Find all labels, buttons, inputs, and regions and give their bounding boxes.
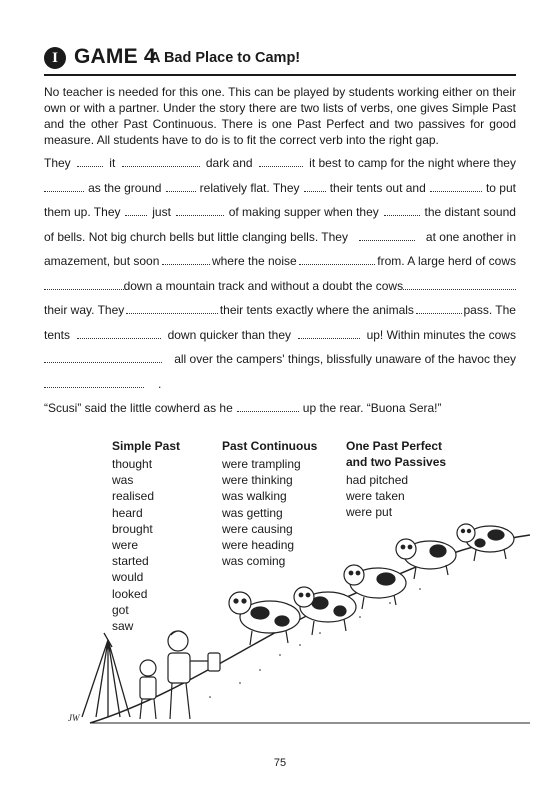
story-segment: They (44, 156, 71, 170)
verb-item: were thinking (222, 473, 293, 488)
story-segment: pass. The (463, 303, 516, 317)
gap-blank[interactable] (44, 182, 84, 192)
story-segment: their tents exactly where the animals (219, 303, 414, 317)
story-segment: it best to camp for the night where they (309, 156, 516, 170)
gap-blank[interactable] (259, 157, 303, 167)
story-segment: . (158, 376, 162, 391)
page-number: 75 (273, 757, 287, 769)
game-header (44, 44, 516, 74)
verb-item: saw (112, 619, 134, 634)
roman-numeral-badge: I (44, 47, 66, 69)
story-segment: as the ground (88, 180, 162, 195)
simple-past-heading: Simple Past (112, 439, 181, 453)
story-line (44, 279, 516, 304)
campers-icon (140, 631, 220, 719)
story-segment: from. A large herd of cows (377, 254, 516, 268)
story-segment: to put (485, 180, 516, 195)
closing-text-before: “Scusi” said the little cowherd as he (44, 401, 233, 415)
past-perfect-heading: One Past Perfect and two Passives (346, 439, 447, 469)
story-line (44, 230, 516, 255)
verb-item: were put (346, 505, 393, 520)
gap-blank[interactable] (298, 329, 360, 339)
verb-item: looked (112, 586, 148, 601)
story-line (44, 181, 516, 206)
gap-blank[interactable] (384, 206, 420, 216)
story-line (44, 352, 516, 377)
verb-item: was walking (222, 489, 287, 504)
verb-item: were taken (346, 489, 405, 504)
cow-herd-icon (229, 524, 514, 645)
closing-text-after: up the rear. “Buona Sera!” (302, 401, 442, 415)
verb-item: heard (112, 505, 143, 520)
gap-blank[interactable] (176, 206, 224, 216)
camping-cows-illustration (60, 505, 530, 735)
gap-blank[interactable] (237, 402, 299, 412)
intro-paragraph: No teacher is needed for this one. This can be played by students working either on their own or with a partner. Under the story there are two lists of verbs, one gives Simple Past and the other Past Continuous. There is one Past Perfect and two passives for good measure. All students have to do is to fit the correct verb into the right gap. (44, 85, 516, 147)
verb-item: started (112, 554, 149, 569)
gap-blank[interactable] (44, 353, 162, 363)
story-segment: dark and (205, 156, 253, 170)
story-segment: relatively flat. They (199, 180, 300, 195)
verb-item: was getting (222, 505, 283, 520)
story-segment: where the noise (211, 254, 297, 268)
story-segment: of bells. Not big church bells but little clanging bells. They (44, 229, 348, 244)
past-continuous-heading: Past Continuous (222, 439, 318, 453)
story-line (44, 377, 516, 402)
story-line (44, 156, 516, 181)
story-segment: of making supper when they (228, 205, 379, 219)
story-line (44, 328, 516, 353)
story-line (44, 254, 516, 279)
story-line (44, 205, 516, 230)
verb-item: were causing (222, 521, 293, 536)
story-segment: down a mountain track and without a doubt the cows (123, 278, 404, 293)
cow-icon (294, 587, 356, 635)
gap-blank[interactable] (430, 182, 482, 192)
verb-item: had pitched (346, 473, 409, 487)
verb-item: thought (112, 457, 153, 471)
gap-blank[interactable] (44, 280, 124, 290)
closing-line (44, 401, 442, 415)
story-segment: just (152, 205, 171, 219)
verb-item: were trampling (222, 457, 301, 471)
story-segment: at one another in (425, 229, 516, 244)
story-segment: their way. They (44, 303, 125, 317)
gap-blank[interactable] (166, 182, 196, 192)
story-text (44, 156, 516, 401)
cow-icon (229, 592, 300, 645)
gap-blank[interactable] (77, 157, 103, 167)
game-label: GAME 4 (74, 45, 156, 68)
gap-blank[interactable] (304, 182, 326, 192)
story-segment: all over the campers' things, blissfully unaware of the havoc they (174, 352, 516, 366)
story-segment: tents (44, 327, 71, 342)
gap-blank[interactable] (126, 304, 218, 314)
gap-blank[interactable] (125, 206, 147, 216)
cow-icon (396, 539, 456, 579)
story-segment: their tents out and (329, 180, 426, 195)
gap-blank[interactable] (299, 255, 375, 265)
verb-item: realised (112, 489, 155, 504)
story-segment: up! Within minutes the cows (366, 327, 516, 342)
gap-blank[interactable] (416, 304, 462, 314)
story-segment: the distant sound (424, 205, 516, 219)
verb-item: brought (112, 521, 153, 536)
gap-blank[interactable] (162, 255, 210, 265)
verb-item: would (112, 570, 144, 585)
tent-icon (82, 633, 130, 717)
story-segment: it (109, 156, 116, 170)
gap-blank[interactable] (122, 157, 200, 167)
gap-blank[interactable] (403, 280, 516, 290)
gap-blank[interactable] (359, 231, 415, 241)
story-segment: amazement, but soon (44, 254, 160, 268)
illustrator-signature: JW (68, 713, 80, 723)
verb-item: were (112, 538, 139, 553)
cow-icon (457, 524, 514, 561)
game-subtitle: A Bad Place to Camp! (150, 50, 301, 66)
verb-item: was coming (222, 554, 286, 569)
story-line (44, 303, 516, 328)
gap-blank[interactable] (44, 378, 144, 388)
verb-item: was (112, 473, 134, 488)
verb-item: were heading (222, 538, 295, 553)
gap-blank[interactable] (77, 329, 161, 339)
verb-item: got (112, 602, 129, 617)
header-rule (44, 74, 516, 76)
story-segment: down quicker than they (167, 327, 291, 342)
story-segment: them up. They (44, 205, 121, 219)
